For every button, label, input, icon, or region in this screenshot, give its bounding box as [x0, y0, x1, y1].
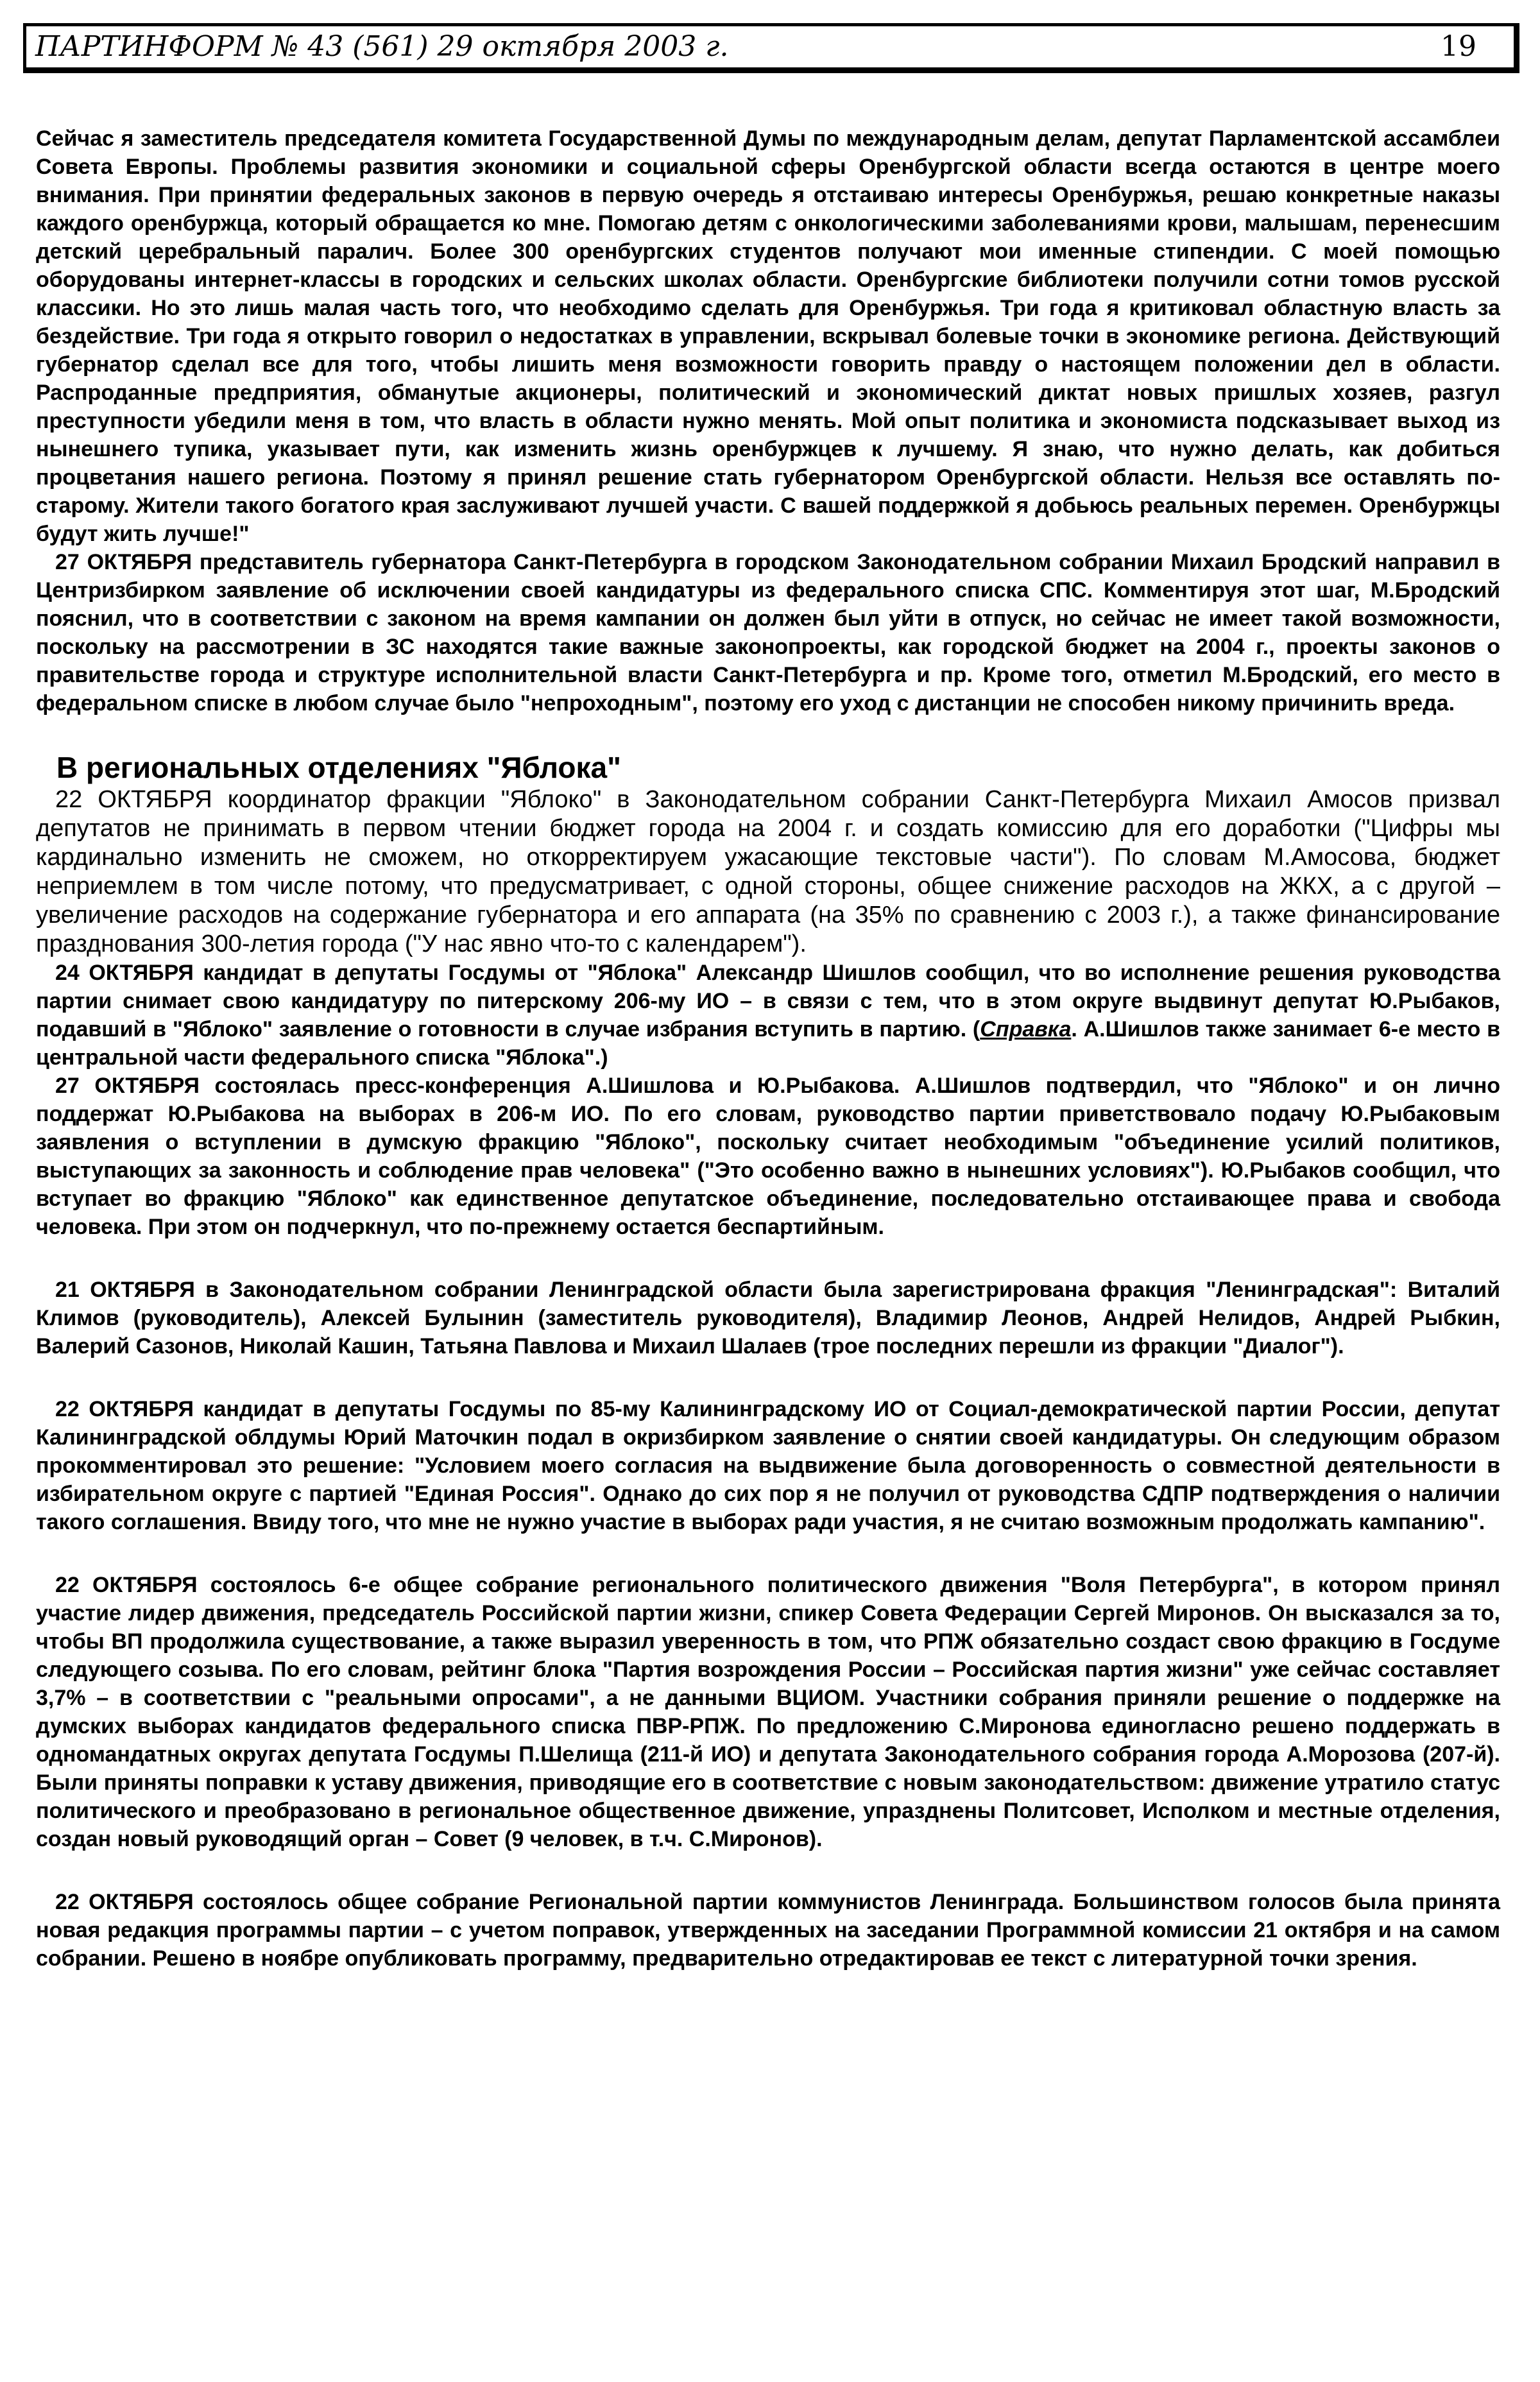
publication-title: ПАРТИНФОРМ № 43 (561) 29 октября 2003 г. — [35, 30, 729, 63]
section-paragraph-1: 22 ОКТЯБРЯ координатор фракции "Яблоко" в Законодательном собрании Санкт-Петербурга Михаил Амосов призвал депутатов не принимать в первом чтении бюджет города на 2004 г. и создать комиссию для его доработки ("Цифры мы кардинально изменить не сможем, но откорректируем ужасающие текстовые части"). По словам М.Амосова, бюджет неприемлем в том числе потому, что предусматривает, с одной стороны, общее снижение расходов на ЖКХ, а с другой – увеличение расходов на содержание губернатора и его аппарата (на 35% по сравнению с 2003 г.), а также финансирование празднования 300-летия города ("У нас явно что-то с календарем"). — [36, 786, 1500, 957]
section-paragraph-2 — [36, 959, 1500, 1072]
section-paragraph-3: 27 ОКТЯБРЯ состоялась пресс-конференция А.Шишлова и Ю.Рыбакова. А.Шишлов подтвердил, что "Яблоко" и он лично поддержат Ю.Рыбакова на выборах в 206-м ИО. По его словам, руководство партии приветствовало подачу Ю.Рыбаковым заявления о вступлении в думскую фракцию "Яблоко", поскольку считает необходимым "объединение усилий политиков, выступающих за законность и соблюдение прав человека" ("Это особенно важно в нынешних условиях"). Ю.Рыбаков сообщил, что вступает во фракцию "Яблоко" как единственное депутатское объединение, последовательно отстаивающее права и свобода человека. При этом он подчеркнул, что по-прежнему остается беспартийным. — [36, 1074, 1500, 1239]
reference-link[interactable]: Справка — [980, 1017, 1072, 1041]
section-paragraph-2-tail: . А.Шишлов также занимает 6-е место в центральной части федерального списка "Яблока".) — [36, 1017, 1500, 1070]
news-item: 21 ОКТЯБРЯ в Законодательном собрании Ленинградской области была зарегистрирована фракция "Ленинградская": Виталий Климов (руководитель), Алексей Булынин (заместитель руководителя), Владимир Леонов, Андрей Нелидов, Андрей Рыбкин, Валерий Сазонов, Николай Кашин, Татьяна Павлова и Михаил Шалаев (трое последних перешли из фракции "Диалог"). — [36, 1278, 1500, 1358]
intro-paragraph-1: Сейчас я заместитель председателя комитета Государственной Думы по международным делам, депутат Парламентской ассамблеи Совета Европы. Проблемы развития экономики и социальной сферы Оренбургской области всегда остаются в центре моего внимания. При принятии федеральных законов в первую очередь я отстаиваю интересы Оренбуржья, решаю конкретные наказы каждого оренбуржца, который обращается ко мне. Помогаю детям с онкологическими заболеваниями крови, малышам, перенесшим детский церебральный паралич. Более 300 оренбургских студентов получают мои именные стипендии. С моей помощью оборудованы интернет-классы в городских и сельских школах области. Оренбургские библиотеки получили сотни томов русской классики. Но это лишь малая часть того, что необходимо сделать для Оренбуржья. Три года я критиковал областную власть за бездействие. Три года я открыто говорил о недостатках в управлении, вскрывал болевые точки в экономике региона. Действующий губернатор сделал все для того, чтобы лишить меня возможности говорить правду о настоящем положении дел в области. Распроданные предприятия, обманутые акционеры, политический и экономический диктат новых пришлых хозяев, разгул преступности убедили меня в том, что власть в области нужно менять. Мой опыт политика и экономиста подсказывает выход из нынешнего тупика, указывает пути, как изменить жизнь оренбуржцев к лучшему. Я знаю, что нужно делать, как добиться процветания нашего региона. Поэтому я принял решение стать губернатором Оренбургской области. Нельзя все оставлять по-старому. Жители такого богатого края заслуживают лучшей участи. С вашей поддержкой я добьюсь реальных перемен. Оренбуржцы будут жить лучше!" — [36, 126, 1500, 546]
page-header — [23, 23, 1519, 73]
news-item: 22 ОКТЯБРЯ кандидат в депутаты Госдумы по 85-му Калининградскому ИО от Социал-демократической партии России, депутат Калининградской облдумы Юрий Маточкин подал в окризбирком заявление о снятии своей кандидатуры. Он следующим образом прокомментировал это решение: "Условием моего согласия на выдвижение была договоренность о совместной деятельности в избирательном округе с партией "Единая Россия". Однако до сих пор я не получил от руководства СДПР подтверждения о наличии такого соглашения. Ввиду того, что мне не нужно участие в выборах ради участия, я не считаю возможным продолжать кампанию". — [36, 1397, 1500, 1534]
page-number: 19 — [1441, 30, 1476, 63]
section-heading: В региональных отделениях "Яблока" — [56, 751, 621, 784]
news-item: 22 ОКТЯБРЯ состоялось общее собрание Региональной партии коммунистов Ленинграда. Большинством голосов была принята новая редакция программы партии – с учетом поправок, утвержденных на заседании Программной комиссии 21 октября и на самом собрании. Решено в ноябре опубликовать программу, предварительно отредактировав ее текст с литературной точки зрения. — [36, 1890, 1500, 1971]
section-paragraph-2-text: 24 ОКТЯБРЯ кандидат в депутаты Госдумы от "Яблока" Александр Шишлов сообщил, что во исполнение решения руководства партии снимает свою кандидатуру по питерскому 206-му ИО – в связи с тем, что в этом округе выдвинут депутат Ю.Рыбаков, подавший в "Яблоко" заявление о готовности в случае избрания вступить в партию. ( — [36, 961, 1500, 1041]
article-body — [36, 124, 1500, 1973]
intro-paragraph-2: 27 ОКТЯБРЯ представитель губернатора Санкт-Петербурга в городском Законодательном собрании Михаил Бродский направил в Центризбирком заявление об исключении своей кандидатуры из федерального списка СПС. Комментируя этот шаг, М.Бродский пояснил, что в соответствии с законом на время кампании он должен был уйти в отпуск, но сейчас не имеет такой возможности, поскольку на рассмотрении в ЗС находятся такие важные законопроекты, как городской бюджет на 2004 г., проекты законов о правительстве города и структуре исполнительной власти Санкт-Петербурга и пр. Кроме того, отметил М.Бродский, его место в федеральном списке в любом случае было "непроходным", поэтому его уход с дистанции не способен никому причинить вреда. — [36, 550, 1500, 715]
news-item: 22 ОКТЯБРЯ состоялось 6-е общее собрание регионального политического движения "Воля Петербурга", в котором принял участие лидер движения, председатель Российской партии жизни, спикер Совета Федерации Сергей Миронов. Он высказался за то, чтобы ВП продолжила существование, а также выразил уверенность в том, что РПЖ обязательно создаст свою фракцию в Госдуме следующего созыва. По его словам, рейтинг блока "Партия возрождения России – Российская партия жизни" уже сейчас составляет 3,7% – в соответствии с "реальными опросами", а не данными ВЦИОМ. Участники собрания приняли решение о поддержке на думских выборах кандидатов федерального списка ПВР-РПЖ. По предложению С.Миронова единогласно решено поддержать в одномандатных округах депутата Госдумы П.Шелища (211-й ИО) и депутата Законодательного собрания города А.Морозова (207-й). Были приняты поправки к уставу движения, приводящие его в соответствие с новым законодательством: движение утратило статус политического и преобразовано в региональное общественное движение, упразднены Политсовет, Исполком и местные отделения, создан новый руководящий орган – Совет (9 человек, в т.ч. С.Миронов). — [36, 1573, 1500, 1851]
